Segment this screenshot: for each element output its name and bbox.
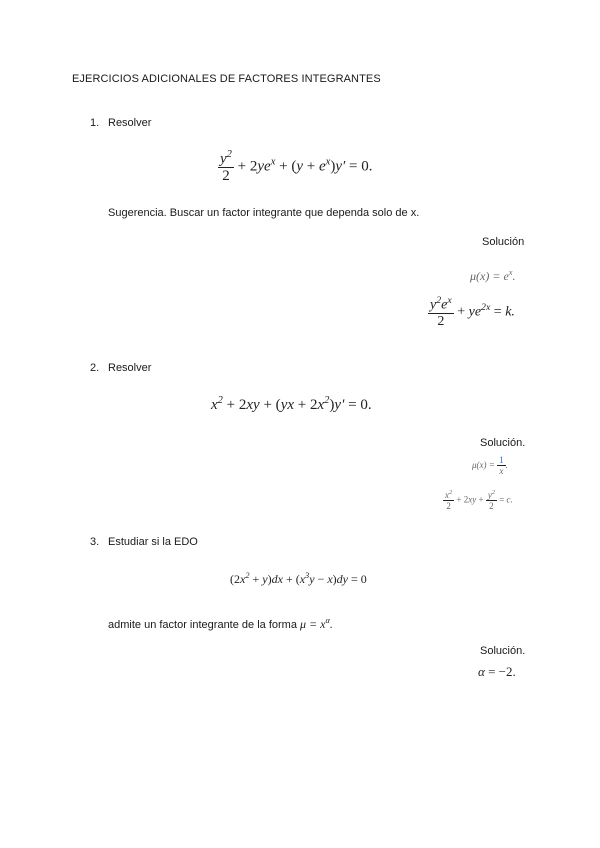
exercise-3-form: $\mu = x^\alpha$.	[300, 616, 333, 631]
exercise-3-solution: α = −2.	[478, 664, 516, 679]
exercise-1-integrating-factor: $\mu(x) = e^x$.	[470, 268, 516, 283]
exercise-1-solution-label: Solución	[482, 236, 525, 248]
page-title: EJERCICIOS ADICIONALES DE FACTORES INTEGRANTES	[72, 73, 381, 85]
exercise-2-number: 2.	[90, 362, 100, 374]
exercise-3-follow-text: admite un factor integrante de la forma $\mu = x^\alpha$.	[108, 616, 333, 631]
exercise-2-equation: $x^2 + 2xy + (yx + 2x^2)y' = 0$.	[211, 395, 372, 413]
exercise-2-solution: $\frac{x^2}{2}$ + 2xy + $\frac{y^2}{2}$ = c.	[445, 489, 513, 511]
exercise-1-solution: $\frac{y^2e^x}{2}$ + $ye^{2x} = k$.	[430, 295, 515, 329]
exercise-2-integrating-factor: μ(x) = $\frac{1}{x}$ .	[472, 455, 508, 476]
exercise-1-equation: $\frac{y^2}{2}$ + $2ye^x + (y + e^x)y' = 0$.	[220, 149, 373, 184]
exercise-3-number: 3.	[90, 536, 100, 548]
exercise-1-instruction: Resolver	[108, 117, 152, 129]
exercise-2-instruction: Resolver	[108, 362, 152, 374]
exercise-3-instruction: Estudiar si la EDO	[108, 536, 198, 548]
exercise-3-equation: $(2x^2 + y)dx + (x^3y - x)dy = 0$	[230, 571, 367, 586]
exercise-1-hint: Sugerencia. Buscar un factor integrante que dependa solo de x.	[108, 207, 420, 219]
exercise-3-solution-label: Solución.	[480, 645, 526, 657]
exercise-1-number: 1.	[90, 117, 100, 129]
exercise-2-solution-label: Solución.	[480, 437, 526, 449]
